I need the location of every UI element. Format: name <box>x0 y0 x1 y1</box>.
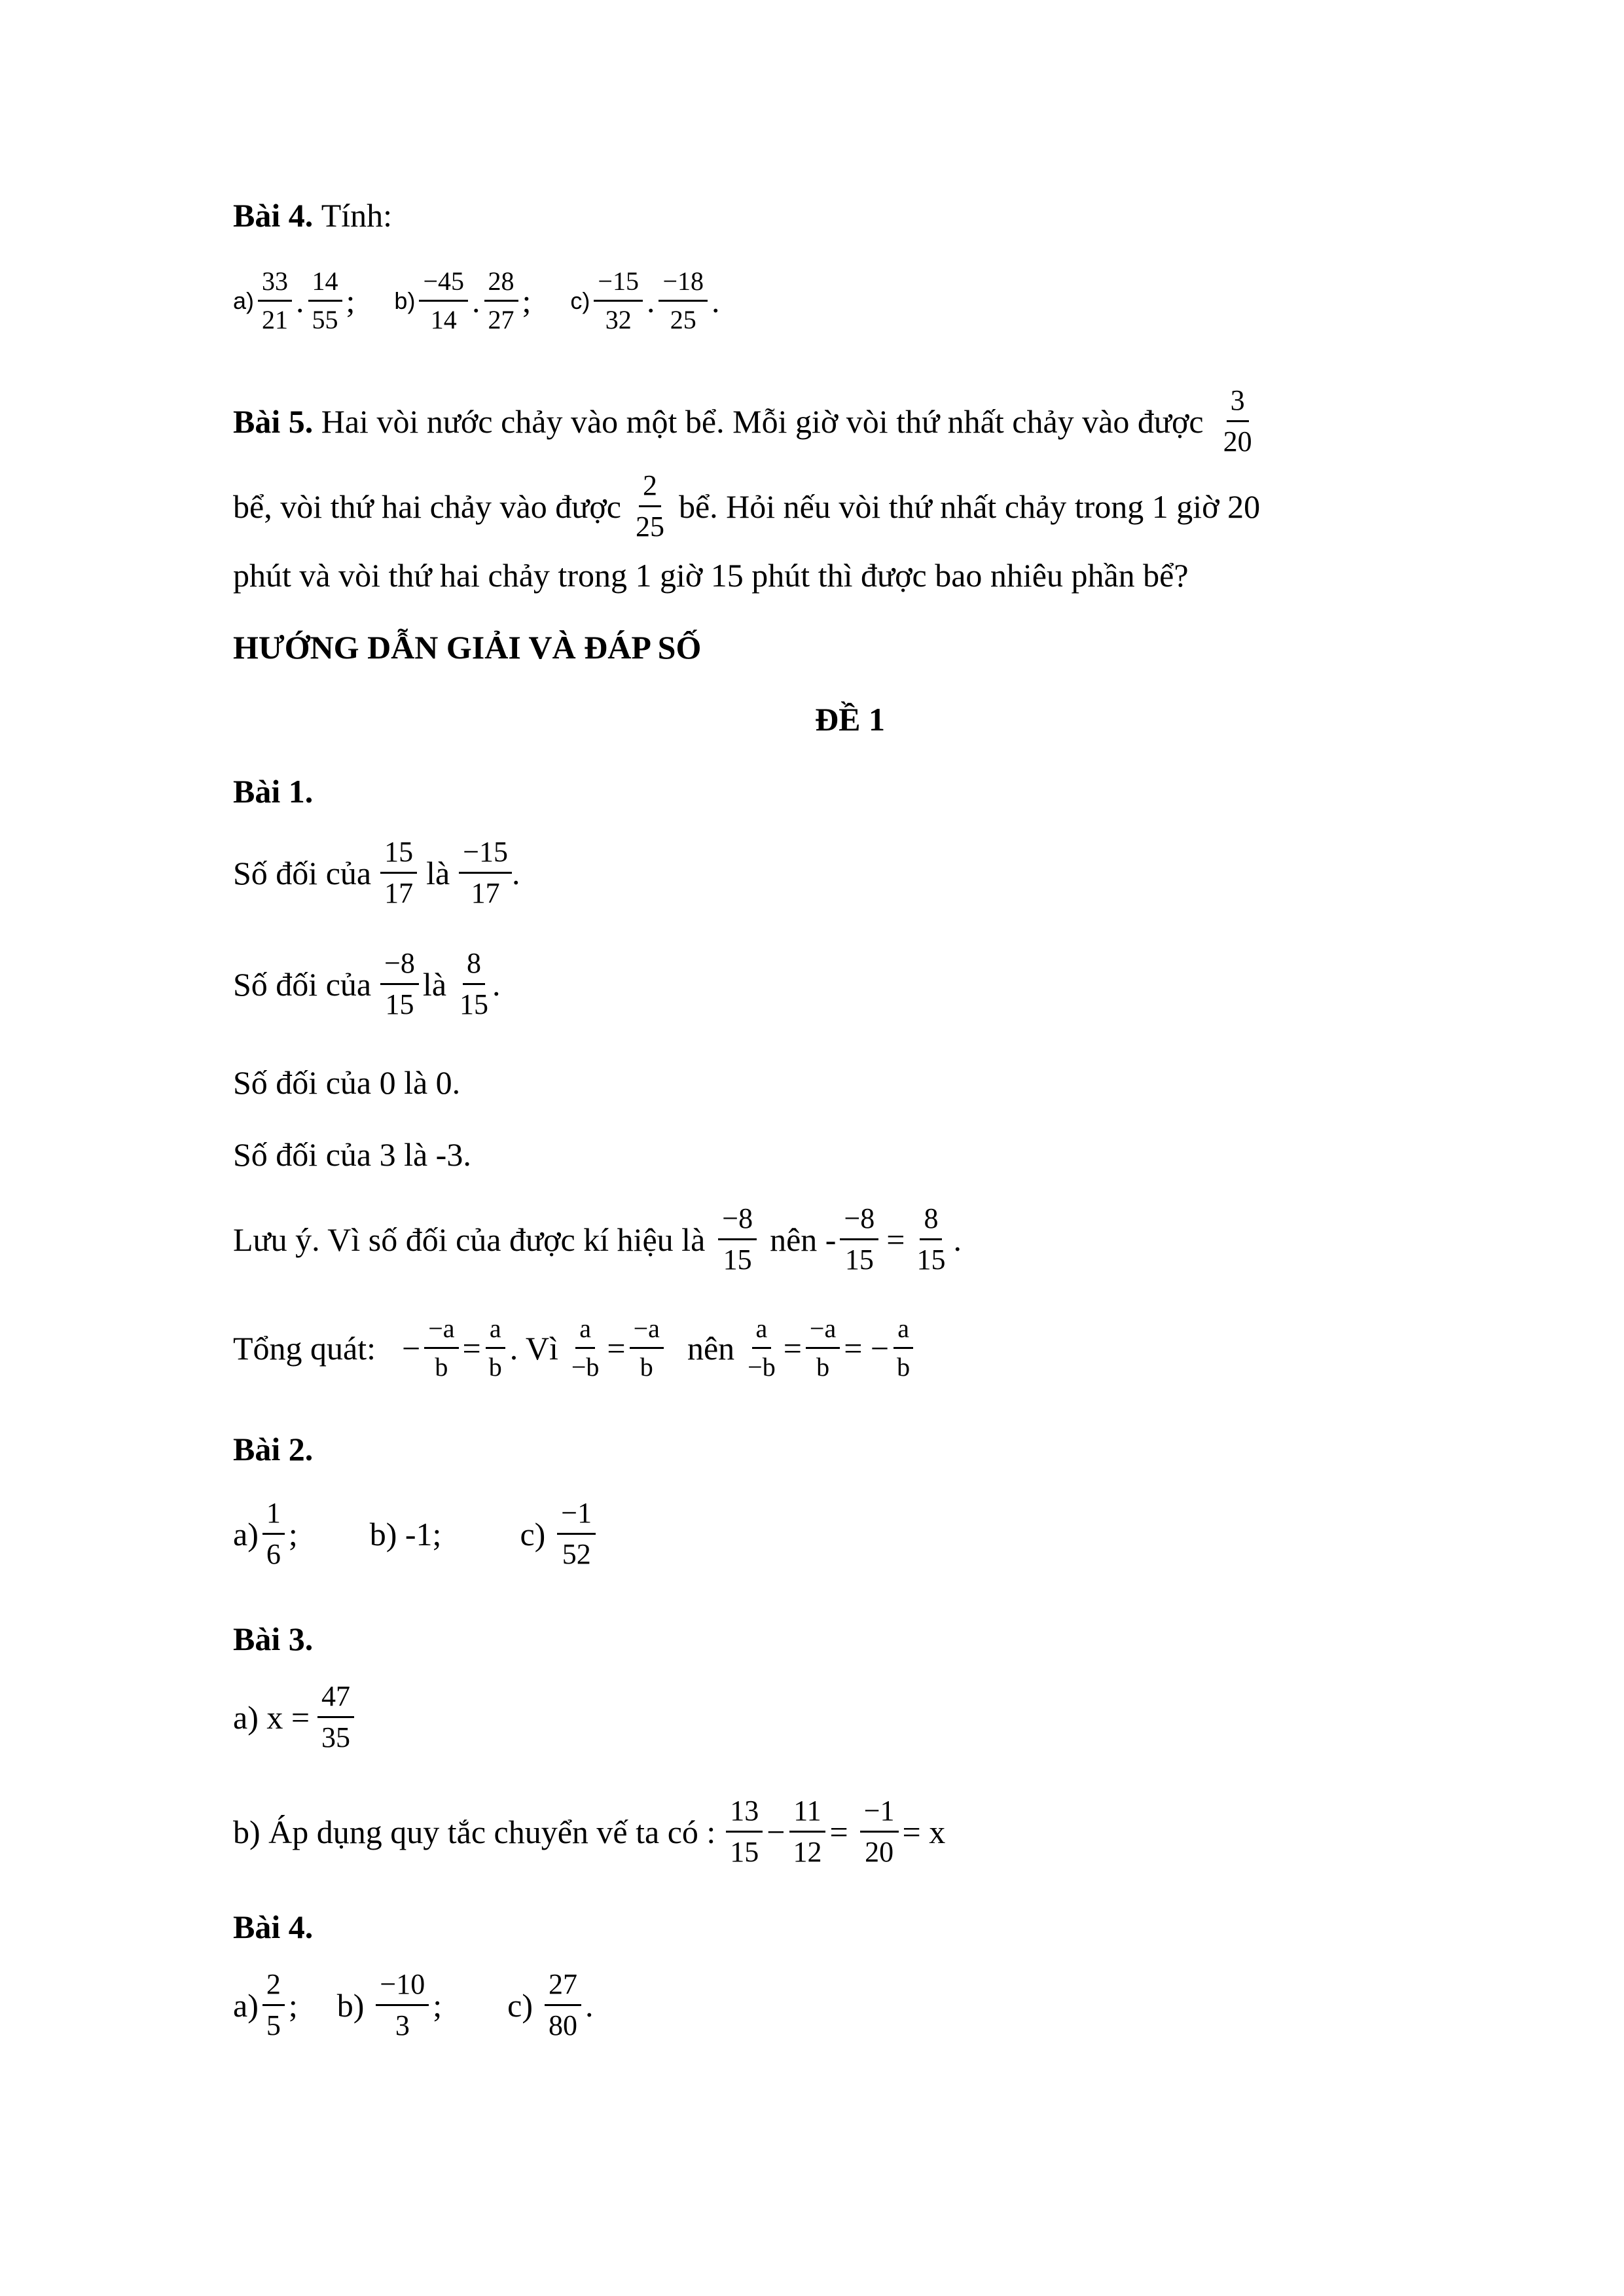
fraction: $\frac{13}{15}$ <box>726 1797 763 1867</box>
bai4-expressions: a) $\frac{33}{21}$ . $\frac{14}{55}$ ; b) $\frac{-45}{14}$ . $\frac{28}{27}$ ; c) $\frac{-15}{32}$ . $\frac{-18}{25}$ . <box>233 266 720 334</box>
fraction: $\frac{-8}{15}$ <box>380 949 419 1019</box>
fraction: $\frac{2}{25}$ <box>635 469 664 543</box>
fraction: $\frac{-1}{20}$ <box>860 1797 899 1867</box>
fraction: $\frac{-1}{52}$ <box>557 1499 596 1569</box>
fraction: $\frac{47}{35}$ <box>317 1682 354 1752</box>
fraction: $\frac{11}{12}$ <box>789 1797 825 1867</box>
bai4-answers-heading: Bài 4. <box>233 1909 314 1945</box>
bai4-text: Tính: <box>321 197 393 234</box>
fraction: $\frac{a}{b}$ <box>893 1316 914 1380</box>
bai4-heading: Bài 4. <box>233 197 314 234</box>
bai2-heading: Bài 2. <box>233 1431 314 1467</box>
fraction: $\frac{-a}{b}$ <box>630 1316 664 1380</box>
bai3-heading: Bài 3. <box>233 1621 314 1657</box>
bai3-a: a) x = $\frac{47}{35}$ <box>233 1682 358 1752</box>
bai4-a-label: a) <box>233 287 255 314</box>
fraction: $\frac{-10}{3}$ <box>376 1970 429 2040</box>
fraction: $\frac{1}{6}$ <box>262 1499 285 1569</box>
fraction: $\frac{3}{20}$ <box>1223 384 1252 457</box>
bai4-c-label: c) <box>570 287 590 314</box>
fraction: $\frac{-45}{14}$ <box>419 268 468 333</box>
bai1-note: Lưu ý. Vì số đối của được kí hiệu là $\frac{-8}{15}$ nên - $\frac{-8}{15}$ = $\frac{8}{15}$ . <box>233 1202 962 1276</box>
bai1-line2: Số đối của $\frac{-8}{15}$ là $\frac{8}{15}$ . <box>233 947 501 1020</box>
bai5-line2: bể, vòi thứ hai chảy vào được $\frac{2}{25}$ bể. Hỏi nếu vòi thứ nhất chảy trong 1 giờ 20 <box>233 469 1261 543</box>
fraction: $\frac{a}{-b}$ <box>571 1314 600 1382</box>
bai4-heading-line <box>233 196 392 234</box>
fraction: $\frac{8}{15}$ <box>460 947 489 1020</box>
fraction: $\frac{28}{27}$ <box>484 268 518 333</box>
fraction: $\frac{27}{80}$ <box>545 1970 581 2040</box>
fraction: $\frac{-15}{32}$ <box>594 268 643 333</box>
fraction: $\frac{-a}{b}$ <box>806 1316 840 1380</box>
bai1-line4: Số đối của 3 là -3. <box>233 1136 471 1173</box>
bai1-line1: Số đối của $\frac{15}{17}$ là $\frac{-15}{17}$ . <box>233 836 520 909</box>
bai4-answers: a) $\frac{2}{5}$ ; b) $\frac{-10}{3}$ ; c) $\frac{27}{80}$ . <box>233 1968 594 2041</box>
bai1-line3: Số đối của 0 là 0. <box>233 1064 461 1101</box>
fraction: $\frac{14}{55}$ <box>308 268 342 333</box>
bai5-line3: phút và vòi thứ hai chảy trong 1 giờ 15 phút thì được bao nhiêu phần bể? <box>233 557 1189 594</box>
de-title: ĐỀ 1 <box>815 701 885 738</box>
bai4-b-label: b) <box>394 287 416 314</box>
fraction: $\frac{15}{17}$ <box>380 838 417 908</box>
fraction: $\frac{a}{b}$ <box>485 1316 506 1380</box>
fraction: $\frac{-15}{17}$ <box>459 838 512 908</box>
fraction: $\frac{-a}{b}$ <box>424 1316 458 1380</box>
fraction: $\frac{-18}{25}$ <box>659 268 708 333</box>
bai5-heading: Bài 5. <box>233 403 314 440</box>
fraction: $\frac{-8}{15}$ <box>718 1204 757 1274</box>
bai2-answers: a) $\frac{1}{6}$ ; b) -1; c) $\frac{-1}{52}$ <box>233 1499 600 1569</box>
bai3-b: b) Áp dụng quy tắc chuyển vế ta có : $\frac{13}{15}$ − $\frac{11}{12}$ = $\frac{-1}{20}$ = x <box>233 1795 946 1868</box>
bai5-line1: Bài 5. Hai vòi nước chảy vào một bể. Mỗi giờ vòi thứ nhất chảy vào được $\frac{3}{20}$ <box>233 386 1260 456</box>
fraction: $\frac{2}{5}$ <box>262 1970 285 2040</box>
bai1-general: Tổng quát: − $\frac{-a}{b}$ = $\frac{a}{b}$ . Vì $\frac{a}{-b}$ = $\frac{-a}{b}$ nên $\frac{a}{-b}$ = $\frac{-a}{b}$ = − $\frac{a}{b}$ <box>233 1316 918 1380</box>
fraction: $\frac{33}{21}$ <box>258 268 292 333</box>
fraction: $\frac{-8}{15}$ <box>840 1204 878 1274</box>
bai1-heading: Bài 1. <box>233 773 314 810</box>
fraction: $\frac{a}{-b}$ <box>748 1314 776 1382</box>
answers-title: HƯỚNG DẪN GIẢI VÀ ĐÁP SỐ <box>233 629 702 666</box>
fraction: $\frac{8}{15}$ <box>916 1202 946 1276</box>
